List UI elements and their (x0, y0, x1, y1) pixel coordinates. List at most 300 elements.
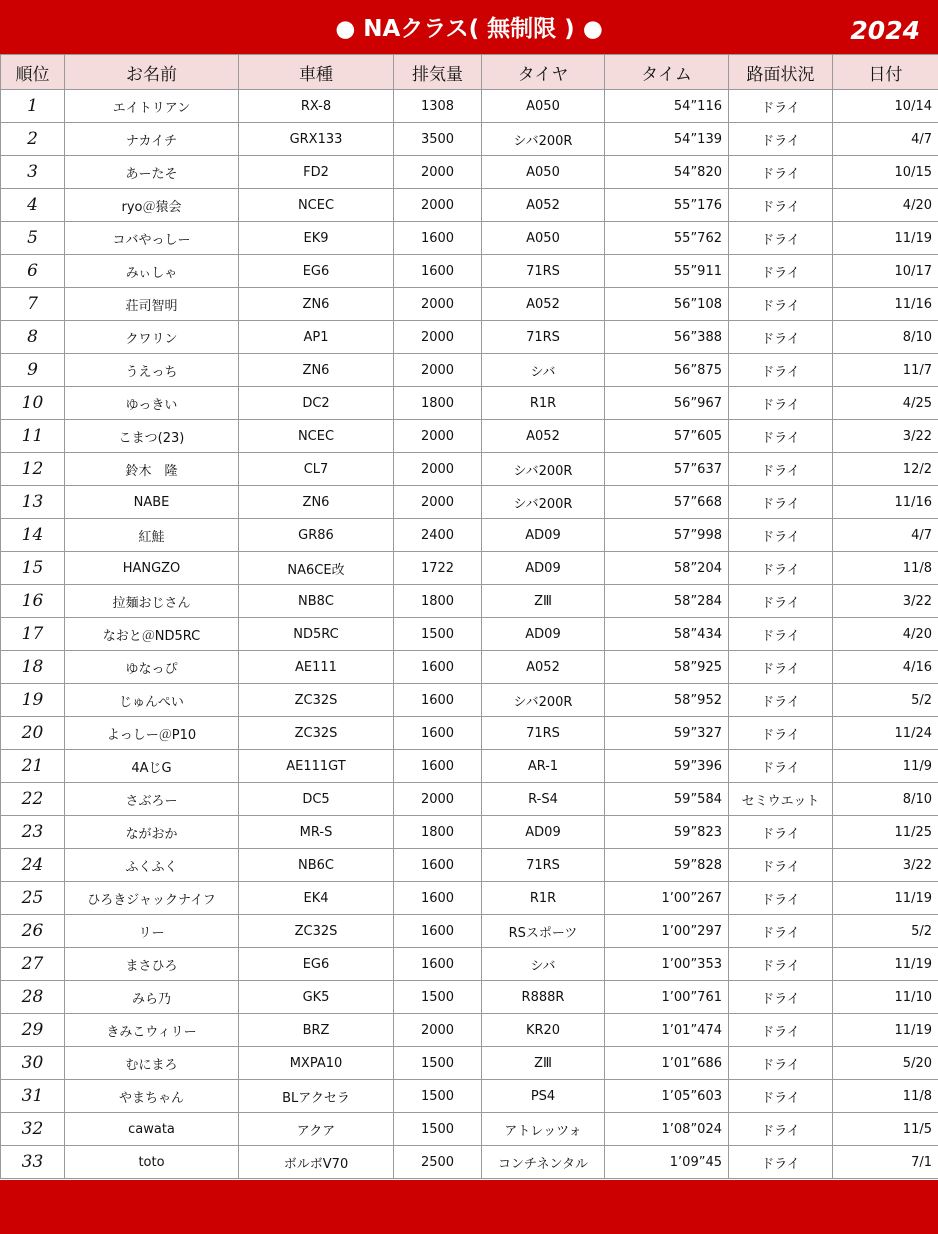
cell-name: コバやっしー (65, 222, 239, 255)
cell-displacement: 2000 (394, 420, 482, 453)
cell-date: 4/20 (833, 189, 938, 222)
cell-tire: R1R (482, 882, 605, 915)
cell-time: 59”327 (605, 717, 729, 750)
cell-date: 5/2 (833, 684, 938, 717)
year-label: 2024 (850, 16, 920, 45)
cell-date: 4/7 (833, 519, 938, 552)
cell-road-condition: ドライ (729, 1047, 833, 1080)
cell-rank: 1 (1, 90, 65, 123)
cell-displacement: 1500 (394, 618, 482, 651)
cell-name: まさひろ (65, 948, 239, 981)
cell-date: 11/8 (833, 552, 938, 585)
table-row (1, 123, 938, 156)
table-row (1, 354, 938, 387)
cell-rank: 6 (1, 255, 65, 288)
table-row (1, 585, 938, 618)
table-row (1, 255, 938, 288)
cell-tire: ZⅢ (482, 585, 605, 618)
cell-car: AE111 (239, 651, 394, 684)
cell-date: 3/22 (833, 849, 938, 882)
cell-rank: 4 (1, 189, 65, 222)
cell-rank: 20 (1, 717, 65, 750)
cell-time: 55”762 (605, 222, 729, 255)
cell-name: リー (65, 915, 239, 948)
cell-displacement: 1600 (394, 651, 482, 684)
table-row (1, 618, 938, 651)
cell-time: 56”388 (605, 321, 729, 354)
cell-rank: 15 (1, 552, 65, 585)
cell-displacement: 1600 (394, 222, 482, 255)
cell-rank: 29 (1, 1014, 65, 1047)
cell-road-condition: ドライ (729, 354, 833, 387)
cell-date: 11/19 (833, 948, 938, 981)
cell-car: AE111GT (239, 750, 394, 783)
cell-displacement: 1600 (394, 849, 482, 882)
cell-name: 拉麺おじさん (65, 585, 239, 618)
cell-tire: R1R (482, 387, 605, 420)
cell-tire: A052 (482, 420, 605, 453)
cell-time: 54”116 (605, 90, 729, 123)
cell-date: 4/25 (833, 387, 938, 420)
cell-car: EG6 (239, 948, 394, 981)
cell-road-condition: ドライ (729, 189, 833, 222)
cell-rank: 13 (1, 486, 65, 519)
cell-car: EK4 (239, 882, 394, 915)
cell-displacement: 2000 (394, 189, 482, 222)
cell-displacement: 1722 (394, 552, 482, 585)
cell-time: 58”952 (605, 684, 729, 717)
cell-road-condition: ドライ (729, 90, 833, 123)
cell-displacement: 3500 (394, 123, 482, 156)
table-row (1, 915, 938, 948)
cell-name: 荘司智明 (65, 288, 239, 321)
cell-road-condition: ドライ (729, 750, 833, 783)
table-row (1, 882, 938, 915)
cell-time: 1’09”45 (605, 1146, 729, 1179)
cell-car: FD2 (239, 156, 394, 189)
cell-tire: A052 (482, 288, 605, 321)
cell-road-condition: ドライ (729, 255, 833, 288)
cell-tire: A050 (482, 222, 605, 255)
cell-tire: シバ200R (482, 486, 605, 519)
cell-road-condition: ドライ (729, 519, 833, 552)
cell-date: 11/5 (833, 1113, 938, 1146)
cell-rank: 32 (1, 1113, 65, 1146)
cell-time: 55”911 (605, 255, 729, 288)
cell-time: 54”820 (605, 156, 729, 189)
cell-rank: 9 (1, 354, 65, 387)
cell-road-condition: ドライ (729, 123, 833, 156)
cell-tire: AD09 (482, 618, 605, 651)
cell-name: エイトリアン (65, 90, 239, 123)
table-header-row (1, 55, 938, 90)
cell-date: 8/10 (833, 321, 938, 354)
cell-tire: AD09 (482, 816, 605, 849)
cell-tire: A052 (482, 189, 605, 222)
cell-time: 1’00”761 (605, 981, 729, 1014)
cell-car: GRX133 (239, 123, 394, 156)
cell-car: AP1 (239, 321, 394, 354)
cell-displacement: 1600 (394, 684, 482, 717)
table-row (1, 1113, 938, 1146)
cell-name: ゆなっぴ (65, 651, 239, 684)
cell-displacement: 1600 (394, 717, 482, 750)
cell-tire: R-S4 (482, 783, 605, 816)
cell-car: ND5RC (239, 618, 394, 651)
cell-displacement: 1600 (394, 915, 482, 948)
table-row (1, 420, 938, 453)
cell-car: RX-8 (239, 90, 394, 123)
table-row (1, 750, 938, 783)
cell-rank: 24 (1, 849, 65, 882)
cell-tire: A050 (482, 90, 605, 123)
cell-name: HANGZO (65, 552, 239, 585)
cell-date: 11/25 (833, 816, 938, 849)
cell-road-condition: ドライ (729, 321, 833, 354)
cell-tire: A052 (482, 651, 605, 684)
cell-displacement: 2000 (394, 453, 482, 486)
cell-date: 11/16 (833, 288, 938, 321)
cell-time: 1’05”603 (605, 1080, 729, 1113)
cell-car: BRZ (239, 1014, 394, 1047)
table-row (1, 189, 938, 222)
cell-road-condition: セミウエット (729, 783, 833, 816)
cell-car: EG6 (239, 255, 394, 288)
cell-rank: 17 (1, 618, 65, 651)
cell-name: むにまろ (65, 1047, 239, 1080)
cell-road-condition: ドライ (729, 288, 833, 321)
cell-displacement: 1800 (394, 387, 482, 420)
cell-tire: KR20 (482, 1014, 605, 1047)
cell-tire: 71RS (482, 717, 605, 750)
cell-time: 1’00”297 (605, 915, 729, 948)
table-row (1, 156, 938, 189)
cell-tire: シバ200R (482, 453, 605, 486)
cell-displacement: 1500 (394, 1113, 482, 1146)
table-row (1, 519, 938, 552)
table-row (1, 1014, 938, 1047)
cell-displacement: 2000 (394, 288, 482, 321)
cell-time: 54”139 (605, 123, 729, 156)
cell-time: 59”584 (605, 783, 729, 816)
cell-road-condition: ドライ (729, 453, 833, 486)
cell-date: 3/22 (833, 585, 938, 618)
cell-road-condition: ドライ (729, 717, 833, 750)
cell-date: 12/2 (833, 453, 938, 486)
cell-date: 10/15 (833, 156, 938, 189)
table-row (1, 1080, 938, 1113)
page-title: ● NAクラス( 無制限 ) ● (335, 16, 603, 42)
column-header-car: 車種 (239, 55, 394, 90)
cell-tire: AR-1 (482, 750, 605, 783)
cell-car: DC2 (239, 387, 394, 420)
cell-tire: シバ (482, 354, 605, 387)
column-header-tire: タイヤ (482, 55, 605, 90)
cell-road-condition: ドライ (729, 486, 833, 519)
cell-car: NA6CE改 (239, 552, 394, 585)
cell-road-condition: ドライ (729, 684, 833, 717)
cell-time: 58”204 (605, 552, 729, 585)
table-body (1, 90, 938, 1179)
cell-time: 59”828 (605, 849, 729, 882)
cell-displacement: 2000 (394, 156, 482, 189)
cell-road-condition: ドライ (729, 222, 833, 255)
cell-date: 11/19 (833, 1014, 938, 1047)
cell-displacement: 1800 (394, 585, 482, 618)
cell-rank: 3 (1, 156, 65, 189)
table-row (1, 849, 938, 882)
table-row (1, 816, 938, 849)
cell-date: 11/24 (833, 717, 938, 750)
cell-tire: アトレッツォ (482, 1113, 605, 1146)
table-row (1, 651, 938, 684)
cell-name: ナカイチ (65, 123, 239, 156)
table-row (1, 288, 938, 321)
cell-date: 11/16 (833, 486, 938, 519)
cell-tire: AD09 (482, 519, 605, 552)
cell-car: ボルボV70 (239, 1146, 394, 1179)
cell-displacement: 2000 (394, 783, 482, 816)
column-header-displacement: 排気量 (394, 55, 482, 90)
cell-name: さぶろー (65, 783, 239, 816)
cell-displacement: 1500 (394, 981, 482, 1014)
cell-rank: 19 (1, 684, 65, 717)
cell-name: ひろきジャックナイフ (65, 882, 239, 915)
cell-road-condition: ドライ (729, 882, 833, 915)
cell-name: クワリン (65, 321, 239, 354)
cell-displacement: 1600 (394, 255, 482, 288)
cell-car: ZN6 (239, 288, 394, 321)
cell-tire: 71RS (482, 849, 605, 882)
cell-rank: 27 (1, 948, 65, 981)
cell-road-condition: ドライ (729, 1146, 833, 1179)
cell-rank: 8 (1, 321, 65, 354)
cell-road-condition: ドライ (729, 387, 833, 420)
results-table (0, 54, 938, 1179)
cell-displacement: 2000 (394, 354, 482, 387)
cell-date: 11/19 (833, 222, 938, 255)
cell-displacement: 2500 (394, 1146, 482, 1179)
cell-name: 4AじG (65, 750, 239, 783)
cell-date: 11/9 (833, 750, 938, 783)
cell-road-condition: ドライ (729, 1113, 833, 1146)
cell-date: 5/20 (833, 1047, 938, 1080)
cell-name: やまちゃん (65, 1080, 239, 1113)
footer-banner (0, 1180, 938, 1234)
cell-car: EK9 (239, 222, 394, 255)
cell-date: 7/1 (833, 1146, 938, 1179)
cell-car: アクア (239, 1113, 394, 1146)
cell-name: ふくふく (65, 849, 239, 882)
cell-name: こまつ(23) (65, 420, 239, 453)
cell-road-condition: ドライ (729, 1080, 833, 1113)
cell-tire: シバ200R (482, 123, 605, 156)
cell-date: 11/7 (833, 354, 938, 387)
cell-name: ながおか (65, 816, 239, 849)
cell-car: GK5 (239, 981, 394, 1014)
cell-road-condition: ドライ (729, 651, 833, 684)
cell-time: 58”434 (605, 618, 729, 651)
cell-road-condition: ドライ (729, 618, 833, 651)
cell-time: 57”998 (605, 519, 729, 552)
cell-road-condition: ドライ (729, 948, 833, 981)
cell-rank: 26 (1, 915, 65, 948)
cell-rank: 30 (1, 1047, 65, 1080)
cell-displacement: 2000 (394, 486, 482, 519)
cell-road-condition: ドライ (729, 981, 833, 1014)
cell-car: CL7 (239, 453, 394, 486)
table-row (1, 981, 938, 1014)
cell-time: 59”396 (605, 750, 729, 783)
cell-car: ZC32S (239, 684, 394, 717)
cell-date: 10/17 (833, 255, 938, 288)
cell-rank: 22 (1, 783, 65, 816)
table-row (1, 783, 938, 816)
cell-time: 58”284 (605, 585, 729, 618)
cell-name: きみこウィリー (65, 1014, 239, 1047)
cell-time: 1’00”267 (605, 882, 729, 915)
cell-name: よっしー＠P10 (65, 717, 239, 750)
table-row (1, 387, 938, 420)
column-header-name: お名前 (65, 55, 239, 90)
column-header-time: タイム (605, 55, 729, 90)
cell-name: じゅんぺい (65, 684, 239, 717)
cell-tire: PS4 (482, 1080, 605, 1113)
column-header-road-condition: 路面状況 (729, 55, 833, 90)
cell-rank: 31 (1, 1080, 65, 1113)
cell-time: 58”925 (605, 651, 729, 684)
cell-date: 3/22 (833, 420, 938, 453)
cell-rank: 23 (1, 816, 65, 849)
cell-name: うえっち (65, 354, 239, 387)
cell-date: 11/10 (833, 981, 938, 1014)
cell-rank: 18 (1, 651, 65, 684)
cell-tire: RSスポーツ (482, 915, 605, 948)
cell-car: GR86 (239, 519, 394, 552)
cell-displacement: 1600 (394, 882, 482, 915)
cell-road-condition: ドライ (729, 420, 833, 453)
table-row (1, 486, 938, 519)
cell-displacement: 1600 (394, 948, 482, 981)
cell-car: ZC32S (239, 915, 394, 948)
table-row (1, 684, 938, 717)
cell-time: 55”176 (605, 189, 729, 222)
cell-name: なおと＠ND5RC (65, 618, 239, 651)
cell-road-condition: ドライ (729, 585, 833, 618)
cell-displacement: 1500 (394, 1047, 482, 1080)
cell-time: 59”823 (605, 816, 729, 849)
cell-tire: シバ200R (482, 684, 605, 717)
table-row (1, 948, 938, 981)
cell-name: ryo＠猿会 (65, 189, 239, 222)
cell-displacement: 1600 (394, 750, 482, 783)
cell-displacement: 2400 (394, 519, 482, 552)
cell-rank: 5 (1, 222, 65, 255)
cell-date: 4/20 (833, 618, 938, 651)
cell-name: NABE (65, 486, 239, 519)
cell-rank: 2 (1, 123, 65, 156)
table-row (1, 90, 938, 123)
cell-road-condition: ドライ (729, 156, 833, 189)
table-row (1, 453, 938, 486)
cell-tire: 71RS (482, 255, 605, 288)
cell-car: BLアクセラ (239, 1080, 394, 1113)
cell-time: 1’08”024 (605, 1113, 729, 1146)
cell-date: 5/2 (833, 915, 938, 948)
cell-road-condition: ドライ (729, 849, 833, 882)
cell-rank: 16 (1, 585, 65, 618)
cell-car: DC5 (239, 783, 394, 816)
cell-tire: R888R (482, 981, 605, 1014)
cell-car: MXPA10 (239, 1047, 394, 1080)
column-header-date: 日付 (833, 55, 938, 90)
cell-car: ZC32S (239, 717, 394, 750)
cell-car: NB8C (239, 585, 394, 618)
cell-name: ゆっきい (65, 387, 239, 420)
cell-car: MR-S (239, 816, 394, 849)
cell-car: NCEC (239, 420, 394, 453)
column-header-rank: 順位 (1, 55, 65, 90)
cell-tire: ZⅢ (482, 1047, 605, 1080)
cell-rank: 7 (1, 288, 65, 321)
cell-tire: AD09 (482, 552, 605, 585)
cell-rank: 12 (1, 453, 65, 486)
cell-displacement: 2000 (394, 1014, 482, 1047)
table-row (1, 222, 938, 255)
cell-road-condition: ドライ (729, 816, 833, 849)
cell-time: 56”875 (605, 354, 729, 387)
cell-rank: 14 (1, 519, 65, 552)
cell-name: あーたそ (65, 156, 239, 189)
cell-car: ZN6 (239, 354, 394, 387)
cell-date: 11/8 (833, 1080, 938, 1113)
cell-time: 56”108 (605, 288, 729, 321)
cell-rank: 21 (1, 750, 65, 783)
table-row (1, 321, 938, 354)
cell-time: 57”668 (605, 486, 729, 519)
cell-time: 1’01”686 (605, 1047, 729, 1080)
table-row (1, 1047, 938, 1080)
cell-name: 鈴木 隆 (65, 453, 239, 486)
cell-displacement: 1500 (394, 1080, 482, 1113)
cell-tire: シバ (482, 948, 605, 981)
cell-time: 1’00”353 (605, 948, 729, 981)
cell-car: NB6C (239, 849, 394, 882)
cell-date: 4/7 (833, 123, 938, 156)
cell-rank: 11 (1, 420, 65, 453)
table-row (1, 717, 938, 750)
cell-rank: 10 (1, 387, 65, 420)
cell-tire: 71RS (482, 321, 605, 354)
cell-road-condition: ドライ (729, 1014, 833, 1047)
cell-time: 1’01”474 (605, 1014, 729, 1047)
cell-name: 紅鮭 (65, 519, 239, 552)
cell-time: 57”605 (605, 420, 729, 453)
cell-tire: A050 (482, 156, 605, 189)
cell-rank: 25 (1, 882, 65, 915)
cell-date: 11/19 (833, 882, 938, 915)
cell-name: cawata (65, 1113, 239, 1146)
table-row (1, 1146, 938, 1179)
cell-time: 57”637 (605, 453, 729, 486)
cell-name: みぃしゃ (65, 255, 239, 288)
cell-date: 10/14 (833, 90, 938, 123)
cell-rank: 28 (1, 981, 65, 1014)
cell-displacement: 1308 (394, 90, 482, 123)
cell-road-condition: ドライ (729, 915, 833, 948)
cell-displacement: 1800 (394, 816, 482, 849)
cell-displacement: 2000 (394, 321, 482, 354)
